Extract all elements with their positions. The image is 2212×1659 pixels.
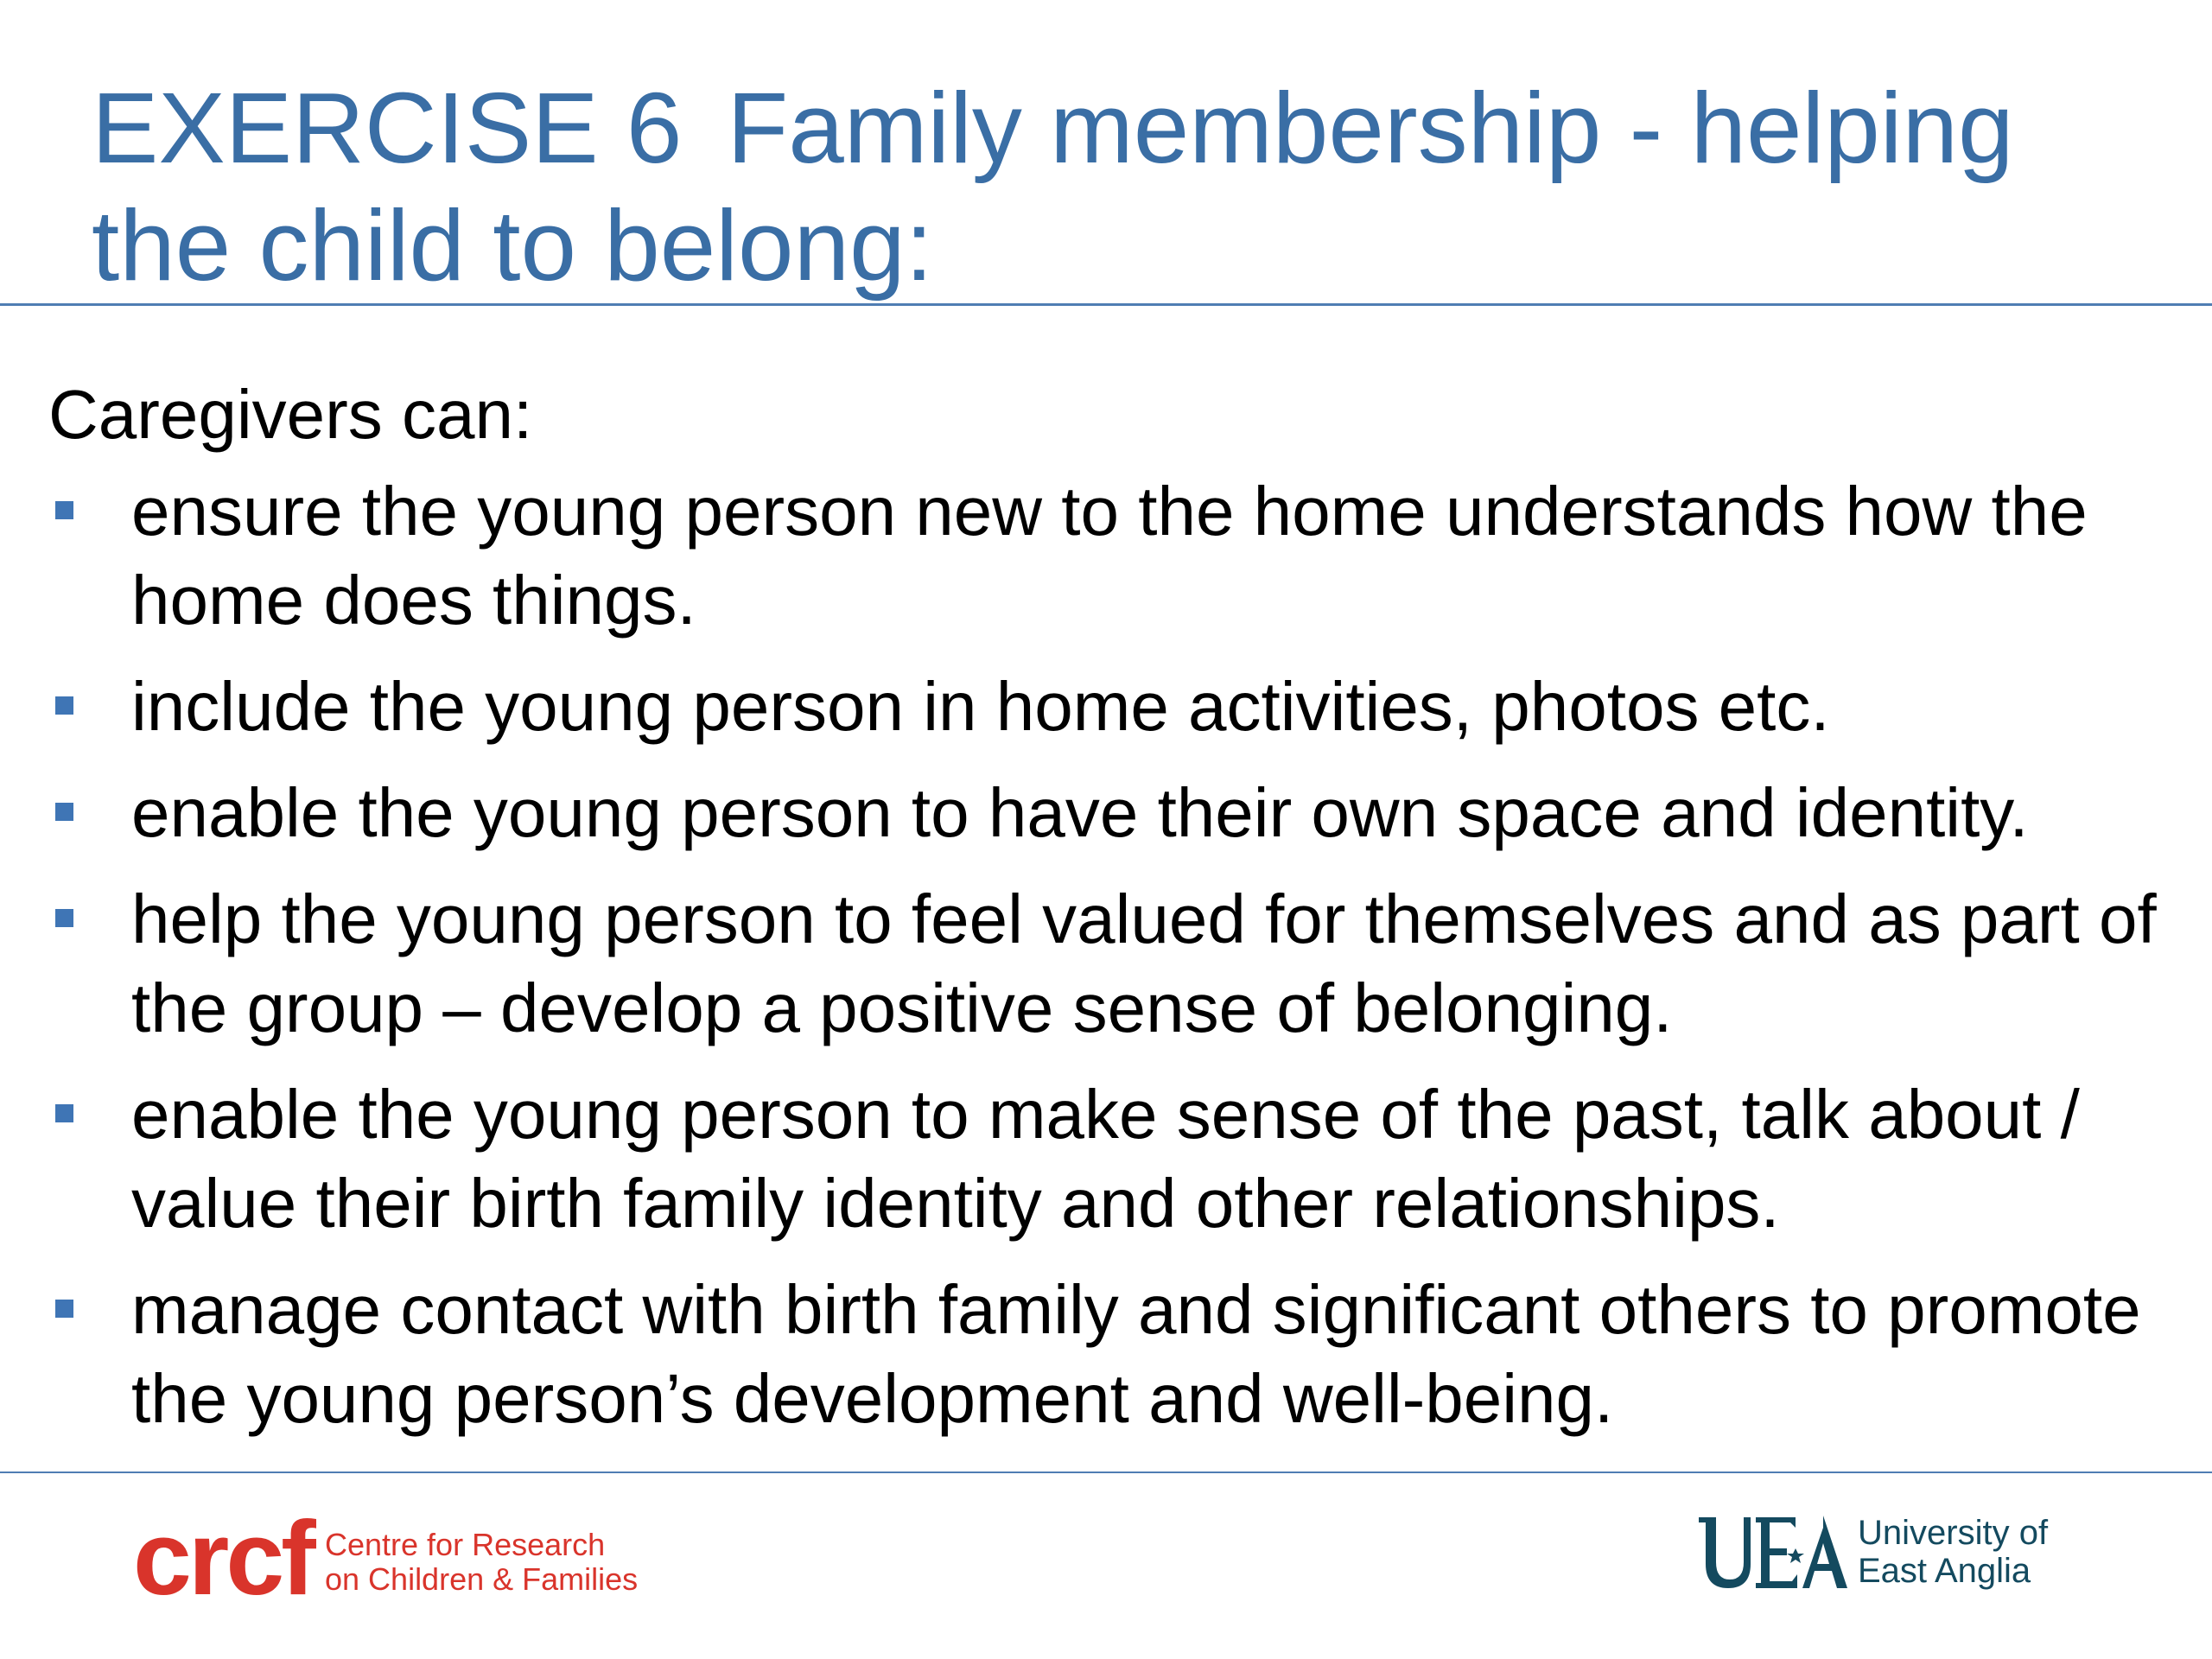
uea-monogram-icon [1694, 1510, 1849, 1593]
list-item [48, 1070, 2191, 1248]
title-topic: Family membership - helping the child to belong: [92, 72, 2014, 302]
square-bullet-icon [55, 909, 73, 927]
crcf-tagline-line-2: on Children & Families [325, 1561, 639, 1597]
bullet-text: include the young person in home activities, photos etc. [131, 668, 1830, 745]
title-exercise-number: EXERCISE 6 [92, 72, 683, 184]
list-item [48, 768, 2191, 857]
bullet-text: help the young person to feel valued for themselves and as part of the group – develop a positive sense of belonging. [131, 880, 2157, 1046]
uea-name-line-2: East Anglia [1858, 1552, 2031, 1590]
list-item [48, 1265, 2191, 1443]
uea-name [1858, 1514, 2082, 1590]
square-bullet-icon [55, 1104, 73, 1122]
intro-text: Caregivers can: [48, 376, 533, 453]
list-item [48, 467, 2191, 645]
crcf-tagline-line-1: Centre for Research [325, 1527, 606, 1562]
square-bullet-icon [55, 1300, 73, 1318]
uea-name-line-1: University of [1858, 1514, 2049, 1552]
list-item [48, 662, 2191, 751]
bullet-text: enable the young person to have their own space and identity. [131, 774, 2029, 851]
bullet-text: ensure the young person new to the home understands how the home does things. [131, 473, 2088, 639]
crcf-tagline [325, 1527, 639, 1597]
slide-title [92, 69, 2131, 304]
title-divider [0, 303, 2212, 306]
bullet-text: enable the young person to make sense of the past, talk about / value their birth family identity and other relationships. [131, 1076, 2080, 1242]
square-bullet-icon [55, 696, 73, 715]
list-item [48, 874, 2191, 1052]
footer-divider [0, 1471, 2212, 1473]
bullet-text: manage contact with birth family and significant others to promote the young person’s development and well-being. [131, 1271, 2141, 1437]
crcf-wordmark: crcf [133, 1499, 313, 1617]
square-bullet-icon [55, 501, 73, 519]
slide-body [48, 370, 2191, 1460]
square-bullet-icon [55, 803, 73, 821]
uea-logo [1694, 1510, 2082, 1605]
bullet-list [48, 467, 2191, 1443]
